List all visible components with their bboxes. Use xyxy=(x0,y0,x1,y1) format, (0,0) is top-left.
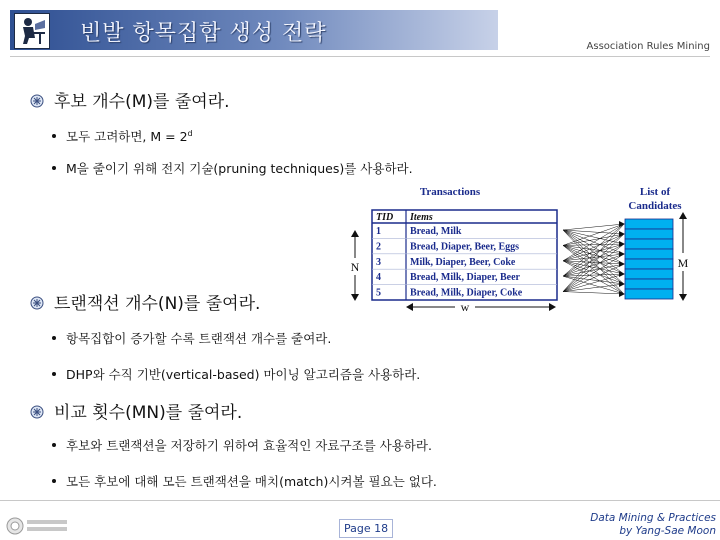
mapping-arrow xyxy=(563,292,624,294)
sub-bullet xyxy=(52,127,193,145)
candidate-cell xyxy=(625,249,673,259)
mapping-arrow xyxy=(563,244,624,245)
bullet-text: 비교 횟수(MN)를 줄여라. xyxy=(54,403,243,423)
table-cell-items: Bread, Milk, Diaper, Beer xyxy=(410,272,520,284)
table-cell-items: Milk, Diaper, Beer, Coke xyxy=(410,256,516,268)
table-cell-items: Bread, Milk, Diaper, Coke xyxy=(410,287,523,299)
table-cell-tid: 4 xyxy=(376,272,381,284)
header-divider xyxy=(10,56,710,57)
sub-bullet xyxy=(52,472,437,490)
candidate-cell xyxy=(625,219,673,229)
mapping-arrow xyxy=(563,261,624,284)
bullet-icon xyxy=(30,404,44,418)
candidate-cell xyxy=(625,269,673,279)
sub-bullet xyxy=(52,365,420,383)
sub-bullet xyxy=(52,329,331,347)
n-arrow-head-up xyxy=(351,230,359,237)
mapping-arrow xyxy=(563,230,624,264)
footer-credit xyxy=(590,512,716,538)
sub-bullet-text: M을 줄이기 위해 전지 기술(pruning techniques)를 사용하라. xyxy=(66,161,413,176)
bullet-icon xyxy=(30,93,44,107)
mapping-arrow xyxy=(563,224,624,292)
sub-bullet-dot xyxy=(52,336,56,340)
candidate-list xyxy=(625,219,673,299)
mapping-arrow-head xyxy=(619,261,625,267)
sub-bullet-dot xyxy=(52,166,56,170)
sub-bullet-dot xyxy=(52,479,56,483)
mapping-arrow xyxy=(563,244,624,276)
footer-credit-line1: Data Mining & Practices xyxy=(590,512,716,524)
candidate-cell xyxy=(625,229,673,239)
bullet-icon xyxy=(30,295,44,309)
bullet-reduce-comparisons xyxy=(30,398,242,423)
candidate-cell xyxy=(625,279,673,289)
transactions-title: Transactions xyxy=(419,186,481,198)
w-arrow-head-right xyxy=(549,303,556,311)
sub-bullet-text: 모두 고려하면, M = 2 xyxy=(66,129,188,144)
mapping-arrow-head xyxy=(619,241,625,247)
sub-bullet-text: 후보와 트랜잭션을 저장하기 위하여 효율적인 자료구조를 사용하라. xyxy=(66,438,432,453)
column-header-items: Items xyxy=(410,212,433,223)
candidate-cell xyxy=(625,239,673,249)
sub-bullet xyxy=(52,436,432,454)
sub-bullet-dot xyxy=(52,372,56,376)
table-cell-tid: 3 xyxy=(376,256,381,268)
page-title: 빈발 항목집합 생성 전략 xyxy=(80,21,327,46)
sub-bullet-text: 항목집합이 증가할 수록 트랜잭션 개수를 줄여라. xyxy=(66,331,332,346)
page-number: Page 18 xyxy=(339,519,393,538)
sub-bullet-text: DHP와 수직 기반(vertical-based) 마이닝 알고리즘을 사용하라. xyxy=(66,367,421,382)
superscript-d: d xyxy=(187,128,193,138)
bullet-reduce-candidates xyxy=(30,87,230,112)
mapping-arrow-head xyxy=(619,251,625,257)
table-cell-items: Bread, Diaper, Beer, Eggs xyxy=(410,241,520,253)
n-label: N xyxy=(350,260,360,274)
sub-bullet-dot xyxy=(52,134,56,138)
w-arrow-head-left xyxy=(406,303,413,311)
m-arrow-head-up xyxy=(679,212,687,219)
table-cell-items: Bread, Milk xyxy=(410,226,462,237)
candidate-cell xyxy=(625,289,673,299)
title-bar xyxy=(10,10,498,50)
subject-label: Association Rules Mining xyxy=(586,41,710,52)
column-header-tid: TID xyxy=(376,212,394,223)
candidate-cell xyxy=(625,259,673,269)
w-label: w xyxy=(460,300,470,314)
transactions-figure xyxy=(345,183,695,318)
bullet-text: 트랜잭션 개수(N)를 줄여라. xyxy=(54,294,261,314)
bullet-reduce-transactions xyxy=(30,289,260,314)
presenter-logo xyxy=(14,13,50,49)
table-cell-tid: 1 xyxy=(376,226,381,237)
footer-credit-line2: by Yang-Sae Moon xyxy=(619,525,716,537)
n-arrow-head-down xyxy=(351,294,359,301)
table-cell-tid: 2 xyxy=(376,241,381,253)
mapping-arrow-head xyxy=(619,271,625,277)
m-label: M xyxy=(677,256,689,270)
mapping-arrows xyxy=(563,221,625,297)
candidates-title-line1: List of xyxy=(639,186,671,198)
candidates-title-line2: Candidates xyxy=(628,200,682,212)
footer-divider xyxy=(0,500,720,501)
university-logo xyxy=(6,516,70,536)
bullet-text: 후보 개수(M)를 줄여라. xyxy=(54,92,230,112)
m-arrow-head-down xyxy=(679,294,687,301)
sub-bullet-dot xyxy=(52,443,56,447)
sub-bullet-text: 모든 후보에 대해 모든 트랜잭션을 매치(match)시켜볼 필요는 없다. xyxy=(66,474,437,489)
table-cell-tid: 5 xyxy=(376,287,381,299)
sub-bullet xyxy=(52,159,413,177)
